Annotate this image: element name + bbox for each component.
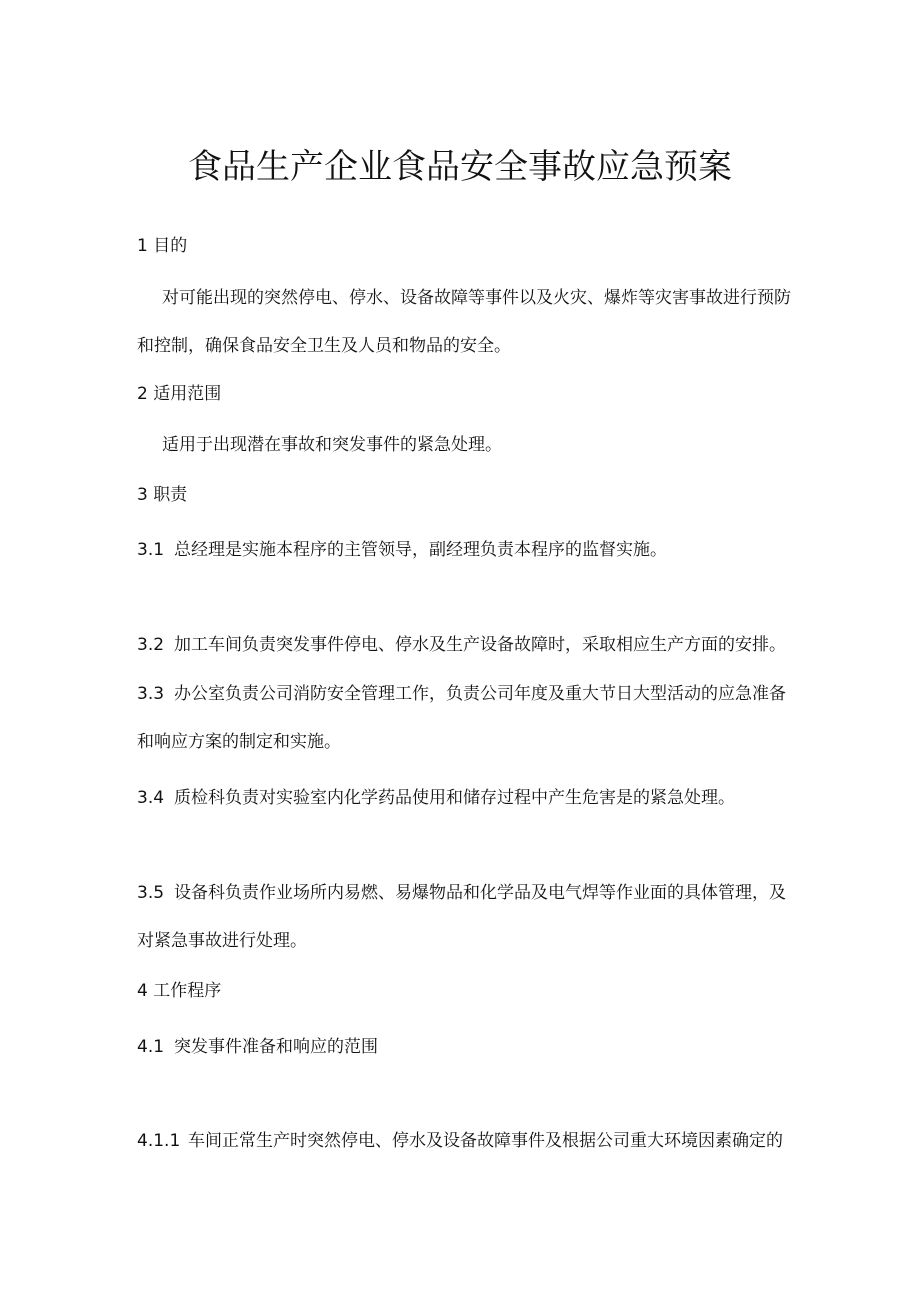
section-4-heading: 4 工作程序 (137, 981, 222, 1001)
document-title: 食品生产企业食品安全事故应急预案 (188, 147, 732, 187)
list-item-3-1 (137, 537, 667, 563)
section-1-paragraph-line-1: 对可能出现的突然停电、停水、设备故障等事件以及火灾、爆炸等灾害事故进行预防 (162, 288, 791, 308)
item-text: 办公室负责公司消防安全管理工作，负责公司年度及重大节日大型活动的应急准备 (174, 684, 786, 704)
item-number: 3.1 (137, 540, 165, 560)
list-item-3-4 (137, 785, 735, 811)
item-number: 3.2 (137, 635, 165, 655)
item-number: 4.1.1 (137, 1131, 181, 1151)
section-1-heading: 1 目的 (137, 236, 188, 256)
item-text: 设备科负责作业场所内易燃、易爆物品和化学品及电气焊等作业面的具体管理，及 (174, 883, 786, 903)
item-text: 突发事件准备和响应的范围 (174, 1037, 378, 1057)
item-number: 4.1 (137, 1037, 165, 1057)
item-number: 3.3 (137, 684, 165, 704)
item-number: 3.4 (137, 788, 165, 808)
list-item-3-5 (137, 880, 786, 906)
list-item-3-5-continuation: 对紧急事故进行处理。 (137, 931, 307, 951)
item-text: 加工车间负责突发事件停电、停水及生产设备故障时，采取相应生产方面的安排。 (174, 635, 786, 655)
item-text: 车间正常生产时突然停电、停水及设备故障事件及根据公司重大环境因素确定的 (188, 1131, 783, 1151)
list-item-3-2 (137, 632, 786, 658)
item-text: 总经理是实施本程序的主管领导，副经理负责本程序的监督实施。 (174, 540, 667, 560)
section-2-heading: 2 适用范围 (137, 384, 222, 404)
item-text: 质检科负责对实验室内化学药品使用和储存过程中产生危害是的紧急处理。 (174, 788, 735, 808)
item-number: 3.5 (137, 883, 165, 903)
list-item-3-3 (137, 681, 786, 707)
section-3-heading: 3 职责 (137, 485, 188, 505)
subsection-4-1 (137, 1034, 378, 1060)
section-2-paragraph: 适用于出现潜在事故和突发事件的紧急处理。 (162, 435, 502, 455)
list-item-3-3-continuation: 和响应方案的制定和实施。 (137, 732, 341, 752)
subsection-4-1-1 (137, 1128, 783, 1154)
section-1-paragraph-line-2: 和控制，确保食品安全卫生及人员和物品的安全。 (137, 336, 511, 356)
